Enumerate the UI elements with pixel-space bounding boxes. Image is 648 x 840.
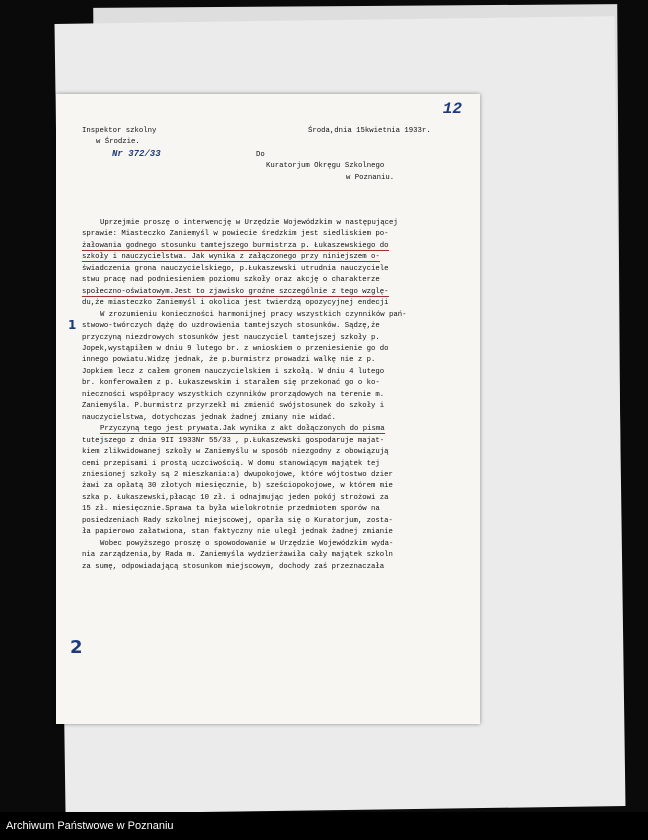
body-line: Zaniemyśla. P.burmistrz przyrzekł mi zmienić swójstosunek do szkoły i: [82, 402, 385, 411]
page-number: 12: [442, 100, 462, 118]
body-line: zniesionej szkoły są 2 mieszkania:a) dwupokojowe, które wójtostwo dzier: [82, 470, 393, 479]
body-line: przyczyną niezdrowych stosunków jest nauczyciel tamtejszej szkoły p.: [82, 333, 380, 342]
body-line: kiem zlikwidowanej szkoły w Zaniemyślu w sposób niezgodny z obowiązują: [82, 448, 389, 457]
body-line: za sumę, odpowiadającą stosunkom miejscowym, dochody zaś przeznaczała: [82, 562, 385, 571]
body-line: W zrozumieniu konieczności harmonijnej pracy wszystkich czynników pań-: [100, 310, 407, 319]
margin-mark-1: 1: [68, 318, 77, 332]
body-line: cemi przepisami i prostą uczciwością. W domu stanowiącym majątek tej: [82, 459, 380, 468]
body-line: sprawie: Miasteczko Zaniemyśl w powiecie średzkim jest siedliskiem po-: [82, 230, 389, 239]
archive-footer: Archiwum Państwowe w Poznaniu: [0, 812, 648, 840]
body-line: żałowania godnego stosunku tamtejszego burmistrza p. Łukaszewskiego do: [82, 241, 389, 250]
place-date: Środa,dnia 15kwietnia 1933r.: [308, 127, 431, 135]
body-line: Przyczyną tego jest prywata.Jak wynika z akt dołączonych do pisma: [100, 425, 385, 434]
reference-number: Nr 372/33: [112, 148, 161, 159]
margin-mark-2: 2: [70, 637, 83, 658]
body-line: stwu pracę nad podniesieniem poziomu szkoły oraz akcję o charakterze: [82, 276, 380, 285]
body-line: innego powiatu.Widzę jednak, że p.burmistrz prowadzi walkę nie z p.: [82, 356, 376, 365]
body-line: Uprzejmie proszę o interwencję w Urzędzie Wojewódzkim w następującej: [100, 219, 398, 227]
body-line: tutejszego z dnia 9II 1933Nr 55/33 , p.Łukaszewski gospodaruje majat-: [82, 436, 385, 445]
addressee-block: [256, 150, 394, 184]
body-line: 15 zł. miesięcznie.Sprawa ta była wielokrotnie przedmiotem sporów na: [82, 505, 380, 514]
sender-title: Inspektor szkolny: [82, 127, 157, 135]
body-line: Jopkiem lecz z całem gronem nauczycielskiem i szkołą. W dniu 4 lutego: [82, 367, 385, 376]
body-line: Jopek,wystąpiłem w dniu 9 lutego br. z wnioskiem o przeniesienie go do: [82, 344, 389, 353]
body-line: nauczycielstwa, dotychczas jednak żadnej zmiany nie widać.: [82, 413, 336, 422]
body-line: nieczności współpracy wszystkich czynników prorządowych na terenie m.: [82, 390, 385, 399]
body-line: Wobec powyższego proszę o spowodowanie w Urzędzie Wojewódzkim wyda-: [100, 539, 394, 548]
body-line: ła papierowo załatwiona, stan faktyczny nie uległ jednak żadnej zmianie: [82, 528, 393, 537]
body-line: żawi za opłatą 30 złotych miesięcznie, b) sześciopokojowe, w którem mie: [82, 482, 393, 491]
sender-block: [82, 126, 161, 160]
addressee-name: Kuratorjum Okręgu Szkolnego: [266, 162, 385, 171]
body-line: posiedzeniach Rady szkolnej miejscowej, oparła się o Kuratorjum, zosta-: [82, 516, 393, 525]
sender-place: w Środzie.: [96, 138, 140, 147]
letter-body: [82, 218, 468, 573]
addressee-do: Do: [256, 151, 265, 159]
body-line: nia zarządzenia,by Rada m. Zaniemyśla wydzierżawiła cały majątek szkoln: [82, 551, 393, 560]
addressee-city: w Poznaniu.: [346, 173, 395, 182]
letter-page: [56, 94, 480, 724]
body-line: du,że miasteczko Zaniemyśl i okolica jest twierdzą opozycyjnej endecji: [82, 299, 389, 308]
body-line: świadczenia grona nauczycielskiego, p.Łukaszewski utrudnia nauczyciele: [82, 264, 389, 273]
body-line: społeczno-oświatowym.Jest to zjawisko groźne szczególnie z tego wzglę-: [82, 287, 389, 296]
body-line: br. konferowałem z p. Łukaszewskim i starałem się przekonać go o ko-: [82, 379, 380, 388]
body-line: stwowo-twórczych dążę do uzdrowienia tamtejszych stosunków. Sądzę,że: [82, 322, 380, 331]
body-line: szka p. Łukaszewski,płacąc 10 zł. i odnajmując jeden pokój strożowi za: [82, 493, 389, 502]
body-line: szkoły i nauczycielstwa. Jak wynika z załączonego przy niniejszem o-: [82, 253, 380, 262]
